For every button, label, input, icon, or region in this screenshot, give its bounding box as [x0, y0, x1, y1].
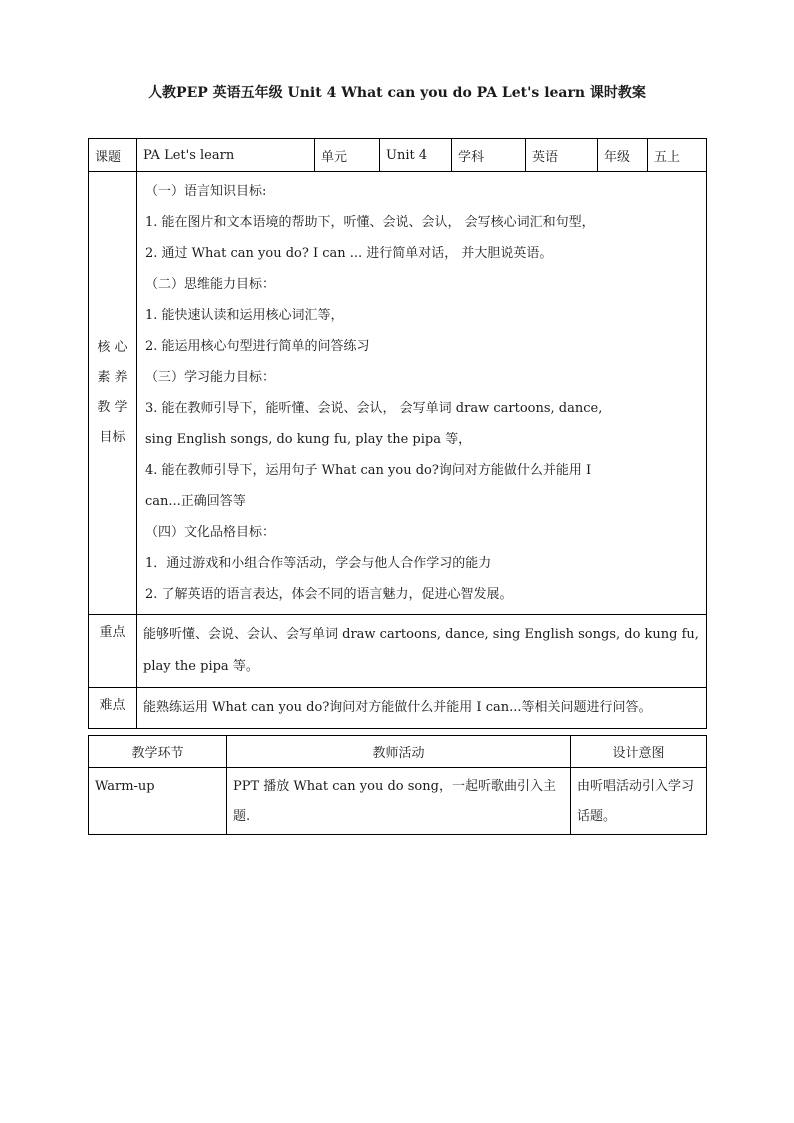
objective-line: sing English songs, do kung fu, play the pipa 等， — [145, 432, 472, 447]
objective-line: 4. 能在教师引导下，运用句子 What can you do?询问对方能做什么并能用 I — [145, 463, 592, 478]
topic-value: PA Let's learn — [137, 139, 315, 172]
activity-header: 教师活动 — [227, 736, 571, 768]
objective-line: can...正确回答等 — [145, 494, 246, 509]
literacy-label — [89, 172, 137, 615]
key-points-row — [89, 615, 707, 688]
literacy-label-line: 目标 — [99, 430, 126, 445]
objective-line: 2. 能运用核心句型进行简单的问答练习 — [145, 339, 370, 354]
objective-line: 1. 能快速认读和运用核心词汇等， — [145, 308, 344, 323]
objective-line: 2. 了解英语的语言表达，体会不同的语言魅力，促进心智发展。 — [145, 587, 513, 602]
key-points-text: 能够听懂、会说、会认、会写单词 draw cartoons, dance, sing English songs, do kung fu, play the pipa 等。 — [137, 615, 707, 688]
difficulties-row — [89, 688, 707, 729]
subject-label: 学科 — [452, 139, 526, 172]
subject-value: 英语 — [526, 139, 598, 172]
stage-header: 教学环节 — [89, 736, 227, 768]
literacy-row — [89, 172, 707, 615]
objective-line: 1．通过游戏和小组合作等活动，学会与他人合作学习的能力 — [145, 556, 492, 571]
objective-line: （四）文化品格目标： — [145, 525, 276, 540]
topic-label: 课题 — [89, 139, 137, 172]
objective-line: 1. 能在图片和文本语境的帮助下，听懂、会说、会认， 会写核心词汇和句型， — [145, 215, 595, 230]
purpose-cell: 由听唱活动引入学习话题。 — [571, 768, 707, 835]
activity-cell: PPT 播放 What can you do song，一起听歌曲引入主题. — [227, 768, 571, 835]
unit-label: 单元 — [315, 139, 380, 172]
info-row — [89, 139, 707, 172]
difficulties-text: 能熟练运用 What can you do?询问对方能做什么并能用 I can...等相关问题进行问答。 — [137, 688, 707, 729]
objective-line: 2. 通过 What can you do? I can ... 进行简单对话， 并大胆说英语。 — [145, 246, 553, 261]
objective-line: （二）思维能力目标： — [145, 277, 276, 292]
literacy-objectives — [137, 172, 707, 615]
grade-value: 五上 — [648, 139, 707, 172]
stage-cell: Warm-up — [89, 768, 227, 835]
literacy-label-line: 素 养 — [97, 370, 128, 385]
objective-line: （一）语言知识目标: — [145, 184, 267, 199]
process-header-row — [89, 736, 707, 768]
unit-value: Unit 4 — [380, 139, 452, 172]
objective-line: 3. 能在教师引导下，能听懂、会说、会认， 会写单词 draw cartoons, dance, — [145, 401, 603, 416]
process-row — [89, 768, 707, 835]
literacy-label-line: 教 学 — [97, 400, 128, 415]
difficulties-label: 难点 — [89, 688, 137, 729]
grade-label: 年级 — [598, 139, 648, 172]
document-title: 人教PEP 英语五年级 Unit 4 What can you do PA Let's learn 课时教案 — [148, 85, 646, 101]
literacy-label-line: 核 心 — [97, 340, 128, 355]
key-points-label: 重点 — [89, 615, 137, 688]
objective-line: （三）学习能力目标： — [145, 370, 276, 385]
lesson-info-table — [88, 138, 707, 729]
teaching-process-table — [88, 735, 707, 835]
purpose-header: 设计意图 — [571, 736, 707, 768]
